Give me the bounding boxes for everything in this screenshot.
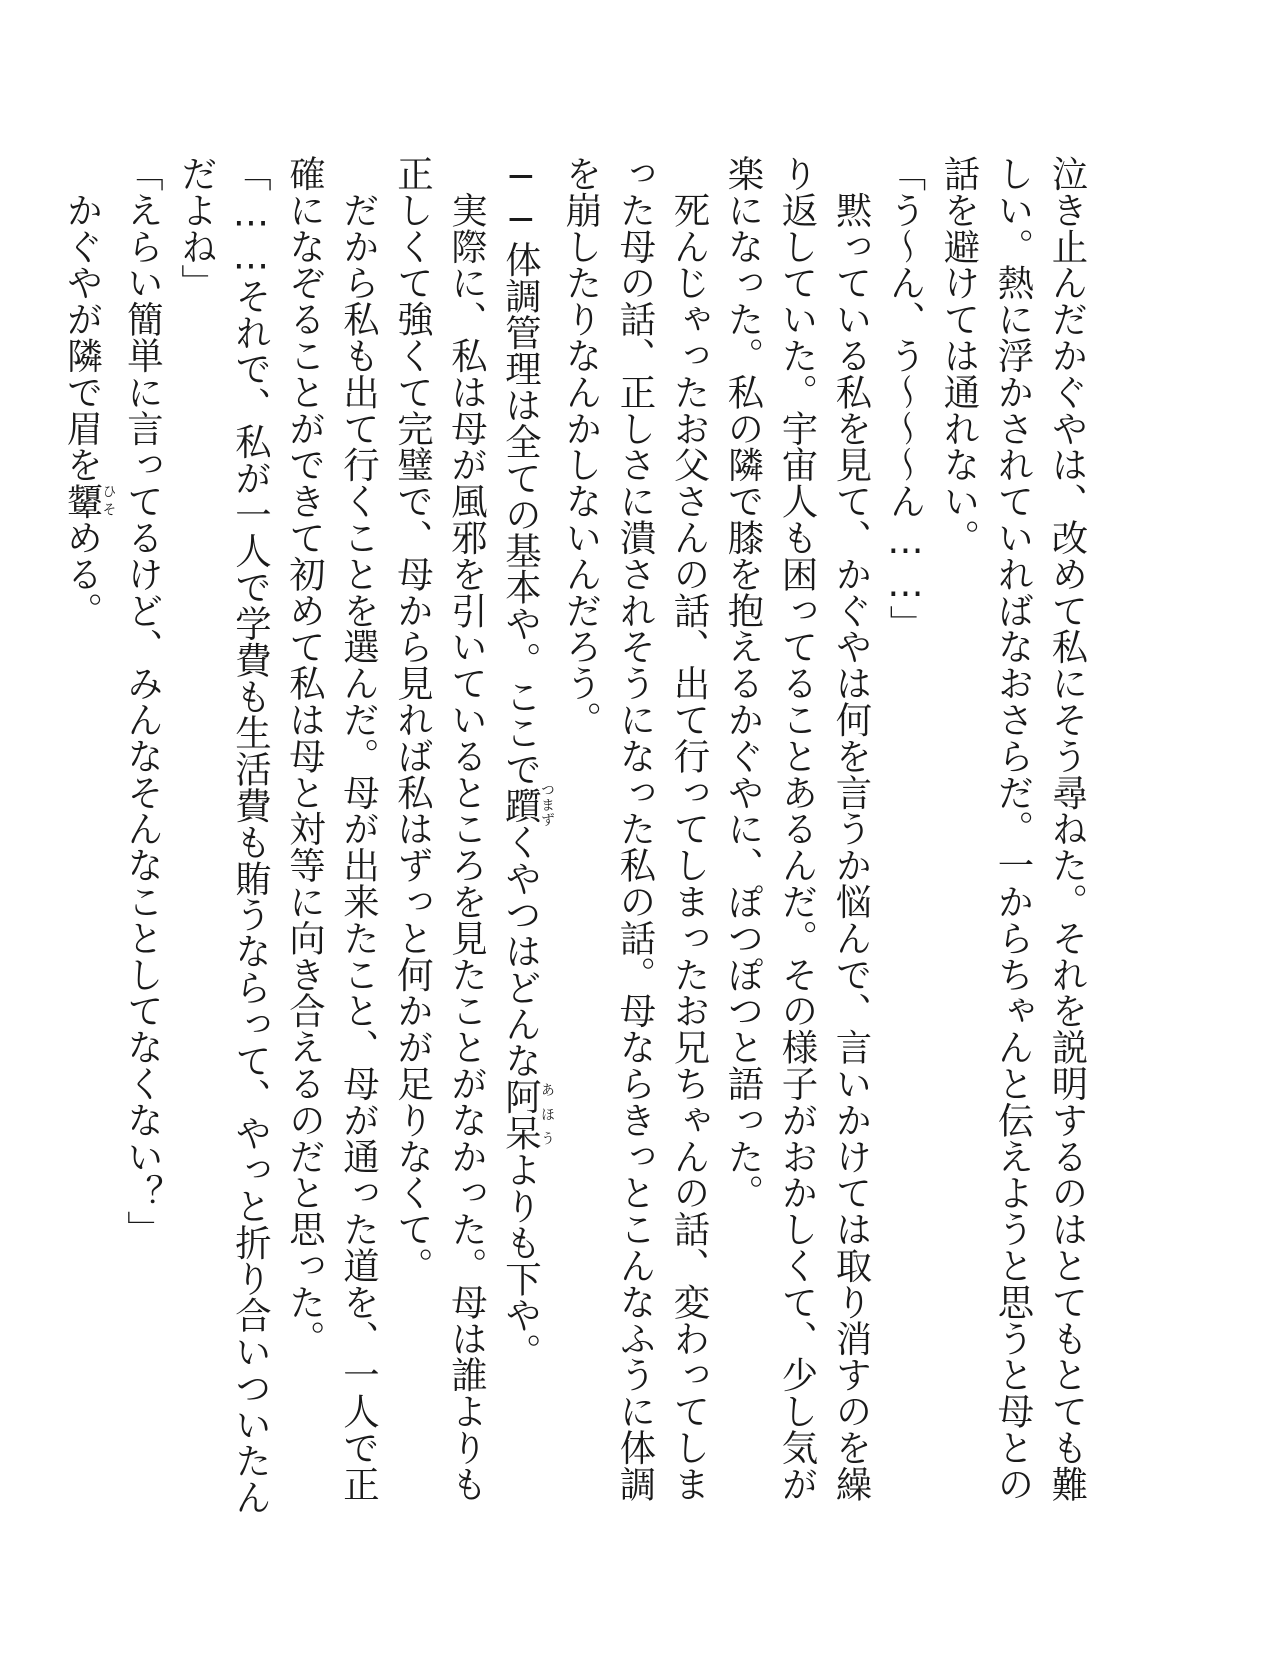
text-span: ──体調管理は全ての基本や。ここで (499, 155, 543, 787)
ruby-word (61, 482, 117, 520)
text-span: 「えらい簡単に言ってるけど、みんなそんなことしてなくない？」 (121, 155, 165, 1247)
ruby-reading: ひそ (100, 482, 117, 519)
ruby-base: 阿呆 (499, 1078, 543, 1152)
text-span: くやつはどんな (499, 823, 543, 1079)
paragraph-3 (716, 155, 878, 1515)
text-span: 実際に、私は母が風邪を引いているところを見たことがなかった。母は誰よりも正しくて強くて完璧で、母から見れば私はずっと何かが足りなくて。 (391, 155, 489, 1502)
text-span: める。 (61, 519, 104, 629)
ruby-word (499, 1078, 555, 1152)
text-span: 黙っている私を見て、かぐやは何を言うか悩んで、言いかけては取り消すのを繰り返していた。宇宙人も困ってることあるんだ。その様子がおかしくて、少し気が楽になった。私の隣で膝を抱えるかぐやに、ぽつぽつと語った。 (722, 155, 873, 1502)
ruby-reading: あほう (539, 1078, 555, 1152)
ruby-base: 顰 (61, 482, 104, 520)
ruby-word (499, 782, 555, 828)
ruby-reading: つまず (539, 782, 555, 828)
text-span: 「……それで、私が一人で学費も生活費も賄うならって、やっと折り合いついたんだよね」 (175, 155, 273, 1515)
vertical-text-body (61, 155, 1094, 1515)
text-span: よりも下や。 (499, 1151, 543, 1370)
paragraph-2 (878, 155, 932, 1515)
paragraph-9 (116, 155, 170, 1515)
paragraph-6 (386, 155, 494, 1515)
text-span: 「う〜ん、う〜〜〜ん……」 (884, 155, 927, 642)
text-span: 泣き止んだかぐやは、改めて私にそう尋ねた。それを説明するのはとてもとても難しい。熱に浮かされていればなおさらだ。一からちゃんと伝えようと思うと母との話を避けては通れない。 (938, 155, 1089, 1502)
text-span: だから私も出て行くことを選んだ。母が出来たこと、母が通った道を、一人で正確になぞることができて初めて私は母と対等に向き合えるのだと思った。 (283, 155, 381, 1502)
paragraph-7 (278, 155, 386, 1515)
paragraph-1 (932, 155, 1094, 1515)
paragraph-4 (554, 155, 716, 1515)
paragraph-10 (55, 155, 116, 1515)
text-span: 死んじゃったお父さんの話、出て行ってしまったお兄ちゃんの話、変わってしまった母の話、正しさに潰されそうになった私の話。母ならきっとこんなふうに体調を崩したりなんかしないんだろう。 (560, 155, 711, 1502)
ruby-base: 躓 (499, 782, 543, 828)
text-span: かぐやが隣で眉を (61, 155, 104, 483)
paragraph-5 (494, 155, 555, 1515)
paragraph-8 (170, 155, 278, 1515)
